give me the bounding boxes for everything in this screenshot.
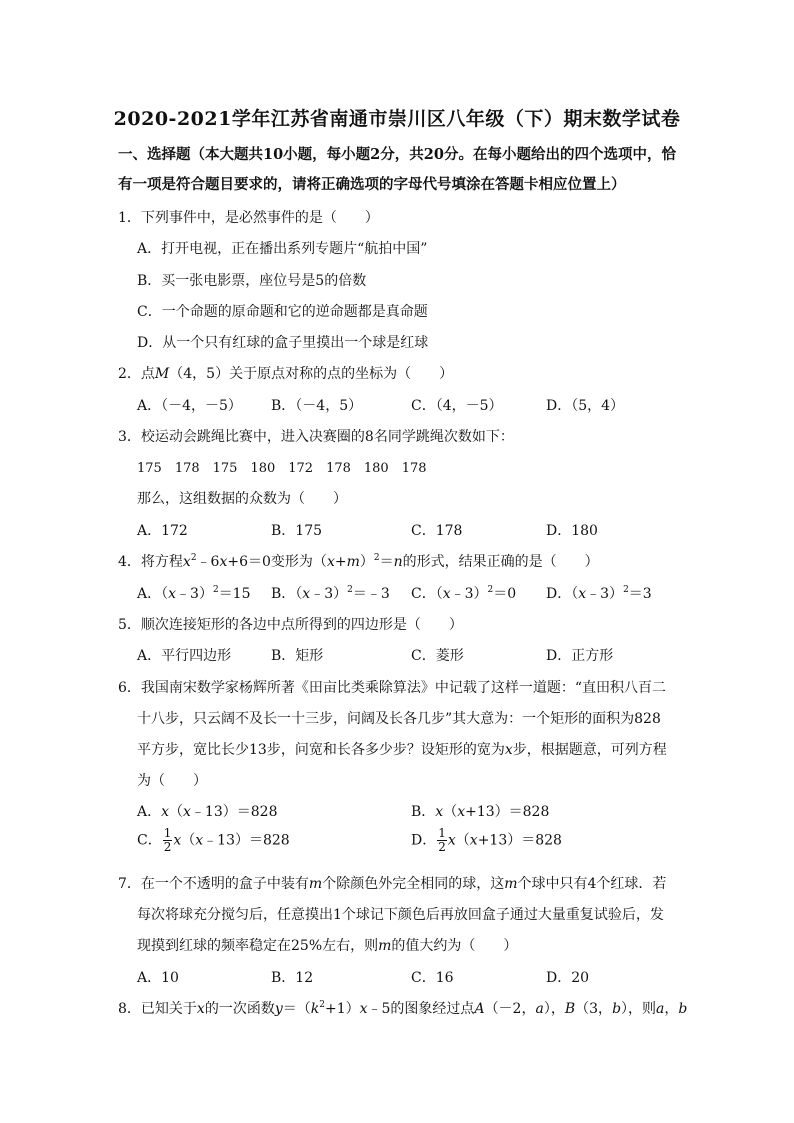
question-3-option-c: C．178 [411, 523, 463, 539]
question-4-option-b: B．（x﹣3）$^2$＝﹣3 [271, 585, 390, 602]
question-7-option-b: B．12 [271, 970, 314, 986]
question-2-option-d: D．（5，4） [546, 398, 625, 414]
question-1-stem: 1．下列事件中，是必然事件的是（ ） [118, 210, 379, 226]
question-5-option-c: C．菱形 [411, 648, 464, 664]
section-heading-line1: 一、选择题（本大题共10小题，每小题2分，共20分。在每小题给出的四个选项中，恰 [118, 146, 676, 163]
question-1-option-c: C．一个命题的原命题和它的逆命题都是真命题 [137, 304, 428, 320]
question-5-option-d: D．正方形 [546, 648, 614, 664]
section-heading [118, 140, 678, 200]
question-6-line3: 平方步，宽比长少13步，问宽和长各多少步？设矩形的宽为x步，根据题意，可列方程 [137, 742, 667, 758]
question-2-option-a: A．（－4，－5） [137, 398, 242, 414]
question-6-line1: 6．我国南宋数学家杨辉所著《田亩比类乘除算法》中记载了这样一道题：“直田积八百二 [118, 680, 667, 696]
question-7-line2: 每次将球充分搅匀后，任意摸出1个球记下颜色后再放回盒子通过大量重复试验后，发 [137, 907, 664, 923]
question-2-stem: 2．点M（4，5）关于原点对称的点的坐标为（ ） [118, 366, 454, 382]
question-7-option-c: C．16 [411, 970, 454, 986]
question-6-option-d: D． $\frac{1}{2}$ x（x+13）＝828 [411, 826, 562, 854]
question-3-data: 175 178 175 180 172 178 180 178 [137, 461, 427, 476]
fraction-one-half: $\frac{1}{2}$ [163, 826, 172, 854]
question-4-option-d: D．（x﹣3）$^2$＝3 [546, 585, 652, 602]
question-3-option-b: B．175 [271, 523, 323, 539]
question-8-stem: 8．已知关于x的一次函数$y=(k^2+1)x﹣5$的图象经过点A（－2，a），B（3，b），则a，b [118, 1000, 688, 1017]
question-3-option-a: A．172 [137, 523, 188, 539]
question-3-ask: 那么，这组数据的众数为（ ） [137, 491, 347, 507]
question-5-option-a: A．平行四边形 [137, 648, 232, 664]
question-3-stem: 3．校运动会跳绳比赛中，进入决赛圈的8名同学跳绳次数如下： [118, 429, 514, 445]
question-1-option-a: A．打开电视，正在播出系列专题片“航拍中国” [137, 241, 428, 257]
question-7-line3: 现摸到红球的频率稳定在25%左右，则m的值大约为（ ） [137, 938, 518, 954]
question-4-option-c: C．（x﹣3）$^2$＝0 [411, 585, 517, 602]
question-1-option-b: B．买一张电影票，座位号是5的倍数 [137, 273, 367, 289]
question-6-option-a: A．x（x﹣13）＝828 [137, 804, 278, 820]
question-7-option-a: A．10 [137, 970, 179, 986]
question-6-line4: 为（ ） [137, 773, 207, 789]
question-7-line1: 7．在一个不透明的盒子中装有m个除颜色外完全相同的球，这m个球中只有4个红球．若 [118, 876, 667, 892]
question-4-stem: 4．将方程$x^2﹣6x+6=0$变形为$(x+m)^2=n$的形式，结果正确的是（ ） [118, 553, 599, 570]
question-1-option-d: D．从一个只有红球的盒子里摸出一个球是红球 [137, 335, 429, 351]
question-4-option-a: A．（x﹣3）$^2$＝15 [137, 585, 251, 602]
question-6-option-c: C． $\frac{1}{2}$ x（x﹣13）＝828 [137, 826, 290, 854]
question-5-stem: 5．顺次连接矩形的各边中点所得到的四边形是（ ） [118, 617, 463, 633]
exam-title: 2020-2021学年江苏省南通市崇川区八年级（下）期末数学试卷 [113, 108, 681, 130]
question-6-line2: 十八步，只云阔不及长一十三步，问阔及长各几步”其大意为：一个矩形的面积为828 [137, 711, 661, 727]
question-7-option-d: D．20 [546, 970, 590, 986]
question-5-option-b: B．矩形 [271, 648, 324, 664]
fraction-one-half: $\frac{1}{2}$ [438, 826, 446, 854]
question-6-option-b: B．x（x+13）＝828 [411, 804, 550, 820]
question-2-option-c: C．（4，－5） [411, 398, 503, 414]
question-3-option-d: D．180 [546, 523, 598, 539]
section-heading-line2: 有一项是符合题目要求的，请将正确选项的字母代号填涂在答题卡相应位置上） [118, 176, 626, 193]
question-2-option-b: B．（－4，5） [271, 398, 363, 414]
